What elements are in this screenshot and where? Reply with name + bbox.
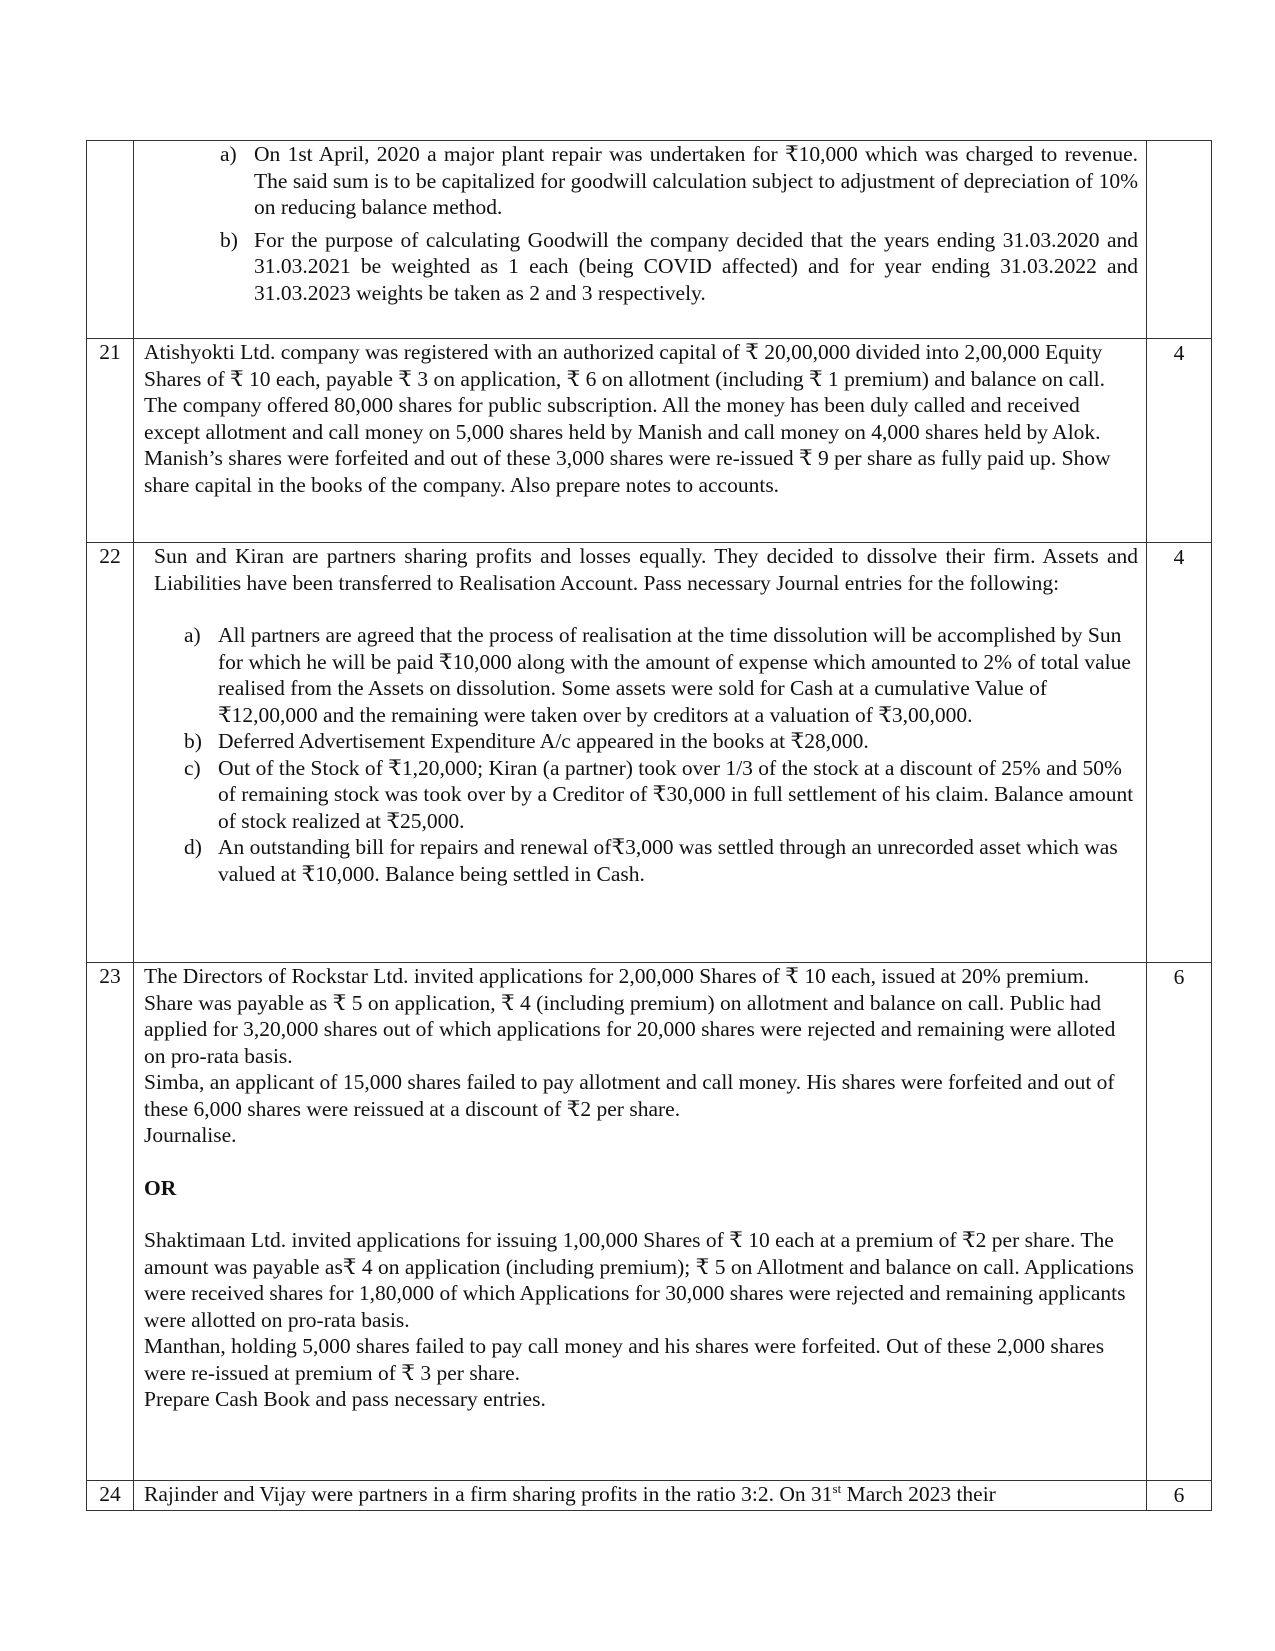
ordinal-suffix: st (832, 1480, 842, 1496)
question-number: 22 (87, 543, 134, 963)
question-row-24 (87, 1481, 1212, 1511)
question-23-alt-para-3: Prepare Cash Book and pass necessary entries. (144, 1387, 546, 1411)
item-label: a) (220, 142, 237, 166)
item-text: On 1st April, 2020 a major plant repair was undertaken for ₹10,000 which was charged to revenue. The said sum is to be capitalized for goodwill calculation subject to adjustment of depreciation of 10% on reducing balance method. (254, 142, 1138, 219)
adjustment-list (220, 141, 1138, 306)
marks-cell (1147, 141, 1212, 339)
question-23-para-1: The Directors of Rockstar Ltd. invited applications for 2,00,000 Shares of ₹ 10 each, issued at 20% premium. Share was payable as ₹ 5 on application, ₹ 4 (including premium) on allotment and balance on call. Public had applied for 3,20,000 shares out of which applications for 20,000 shares were rejected and remaining were alloted on pro-rata basis. (144, 964, 1116, 1068)
question-23-alt-para-2: Manthan, holding 5,000 shares failed to pay call money and his shares were forfeited. Out of these 2,000 shares were re-issued at premium of ₹ 3 per share. (144, 1334, 1105, 1385)
or-label: OR (144, 1175, 177, 1200)
question-21-text: Atishyokti Ltd. company was registered with an authorized capital of ₹ 20,00,000 divided into 2,00,000 Equity Shares of ₹ 10 each, payable ₹ 3 on application, ₹ 6 on allotment (including ₹ 1 premium) and balance on call. The company offered 80,000 shares for public subscription. All the money has been duly called and received except allotment and call money on 5,000 shares held by Manish and call money on 4,000 shares held by Alok. Manish’s shares were forfeited and out of these 3,000 shares were re-issued ₹ 9 per share as fully paid up. Show share capital in the books of the company. Also prepare notes to accounts. (144, 340, 1111, 497)
list-item (184, 834, 1138, 887)
item-label: b) (184, 729, 202, 753)
question-text (134, 1481, 1147, 1511)
item-text: Deferred Advertisement Expenditure A/c appeared in the books at ₹28,000. (218, 729, 869, 753)
question-number: 24 (87, 1481, 134, 1511)
question-row-20-continued (87, 141, 1212, 339)
list-item (220, 141, 1138, 221)
question-number: 21 (87, 339, 134, 543)
question-marks: 6 (1147, 963, 1212, 1481)
item-text: An outstanding bill for repairs and renewal of₹3,000 was settled through an unrecorded asset which was valued at ₹10,000. Balance being settled in Cash. (218, 835, 1118, 886)
list-item (184, 755, 1138, 835)
list-item (184, 622, 1138, 728)
question-text (134, 963, 1147, 1481)
question-text (134, 543, 1147, 963)
transaction-list (184, 622, 1138, 887)
question-row-21 (87, 339, 1212, 543)
question-marks: 6 (1147, 1481, 1212, 1511)
question-23-alt-para-1: Shaktimaan Ltd. invited applications for issuing 1,00,000 Shares of ₹ 10 each at a premium of ₹2 per share. The amount was payable as₹ 4 on application (including premium); ₹ 5 on Allotment and balance on call. Applications were received shares for 1,80,000 of which Applications for 30,000 shares were rejected and remaining applicants were allotted on pro-rata basis. (144, 1228, 1134, 1332)
question-24-text (144, 1481, 1138, 1508)
item-label: c) (184, 755, 201, 780)
question-row-22 (87, 543, 1212, 963)
question-23-para-3: Journalise. (144, 1123, 237, 1147)
questions-table (86, 140, 1212, 1511)
question-text-cell (134, 141, 1147, 339)
question-marks: 4 (1147, 339, 1212, 543)
question-text (134, 339, 1147, 543)
list-item (184, 728, 1138, 755)
item-label: a) (184, 623, 201, 647)
question-22-intro: Sun and Kiran are partners sharing profits and losses equally. They decided to dissolve their firm. Assets and Liabilities have been transferred to Realisation Account. Pass necessary Journal entries for the following: (154, 544, 1138, 595)
item-text: Out of the Stock of ₹1,20,000; Kiran (a partner) took over 1/3 of the stock at a discount of 25% and 50% of remaining stock was took over by a Creditor of ₹30,000 in full settlement of his claim. Balance amount of stock realized at ₹25,000. (218, 755, 1134, 833)
question-24-text-start: Rajinder and Vijay were partners in a firm sharing profits in the ratio 3:2. On 31 (144, 1482, 833, 1506)
question-number: 23 (87, 963, 134, 1481)
question-marks: 4 (1147, 543, 1212, 963)
question-23-para-2: Simba, an applicant of 15,000 shares failed to pay allotment and call money. His shares were forfeited and out of these 6,000 shares were reissued at a discount of ₹2 per share. (144, 1070, 1115, 1121)
question-24-text-end: March 2023 their (841, 1482, 996, 1506)
list-item (220, 227, 1138, 307)
item-label: b) (220, 227, 238, 252)
question-number-cell (87, 141, 134, 339)
item-label: d) (184, 835, 202, 859)
item-text: All partners are agreed that the process of realisation at the time dissolution will be accomplished by Sun for which he will be paid ₹10,000 along with the amount of expense which amounted to 2% of total value realised from the Assets on dissolution. Some assets were sold for Cash at a cumulative Value of ₹12,00,000 and the remaining were taken over by creditors at a valuation of ₹3,00,000. (218, 623, 1131, 727)
item-text: For the purpose of calculating Goodwill the company decided that the years ending 31.03.2020 and 31.03.2021 be weighted as 1 each (being COVID affected) and for year ending 31.03.2022 and 31.03.2023 weights be taken as 2 and 3 respectively. (254, 227, 1138, 305)
question-row-23 (87, 963, 1212, 1481)
